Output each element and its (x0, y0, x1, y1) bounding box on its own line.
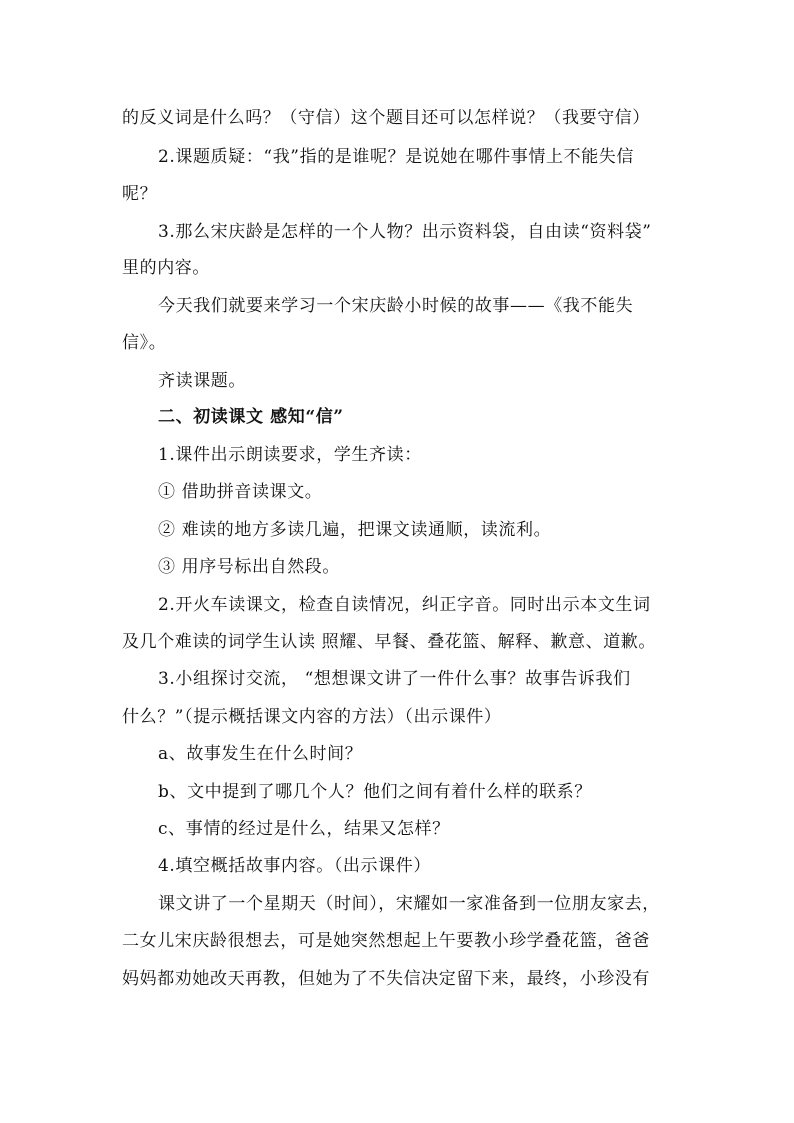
text-line-3: 呢？ (122, 184, 158, 204)
text-line-1: 的反义词是什么吗？（守信）这个题目还可以怎样说？（我要守信） (122, 108, 650, 128)
question-b: b、文中提到了哪几个人？他们之间有着什么样的联系？ (158, 782, 592, 802)
text-line-15: 及几个难读的词学生认读 照耀、早餐、叠花篮、解释、歉意、道歉。 (122, 632, 657, 652)
list-item-3: ③ 用序号标出自然段。 (158, 557, 341, 577)
text-line-23: 二女儿宋庆龄很想去，可是她突然想起上午要教小珍学叠花篮，爸爸 (122, 931, 650, 951)
text-line-14: 2.开火车读课文，检查自读情况，纠正字音。同时出示本文生词 (158, 595, 651, 615)
text-line-22: 课文讲了一个星期天（时间），宋耀如一家准备到一位朋友家去， (158, 894, 660, 914)
text-line-21: 4.填空概括故事内容。（出示课件） (158, 856, 431, 876)
text-line-7: 信》。 (122, 333, 167, 353)
text-line-16: 3.小组探讨交流， “想想课文讲了一件什么事？故事告诉我们 (158, 669, 631, 689)
text-line-4: 3.那么宋庆龄是怎样的一个人物？出示资料袋，自由读“资料袋” (158, 222, 652, 242)
question-c: c、事情的经过是什么，结果又怎样？ (158, 819, 450, 839)
text-line-5: 里的内容。 (122, 258, 210, 278)
list-item-2: ② 难读的地方多读几遍，把课文读通顺，读流利。 (158, 520, 552, 540)
section-heading: 二、初读课文 感知“信” (158, 407, 344, 427)
text-line-8: 齐读课题。 (158, 371, 246, 391)
question-a: a、故事发生在什么时间？ (158, 744, 363, 764)
text-line-17: 什么？”（提示概括课文内容的方法）（出示课件） (122, 707, 502, 727)
text-line-10: 1.课件出示朗读要求，学生齐读： (158, 445, 422, 465)
text-line-6: 今天我们就要来学习一个宋庆龄小时候的故事——《我不能失 (158, 296, 634, 316)
text-line-24: 妈妈都劝她改天再教，但她为了不失信决定留下来，最终，小珍没有 (122, 969, 650, 989)
text-line-2: 2.课题质疑：“我”指的是谁呢？是说她在哪件事情上不能失信 (158, 147, 635, 167)
list-item-1: ① 借助拼音读课文。 (158, 482, 323, 502)
